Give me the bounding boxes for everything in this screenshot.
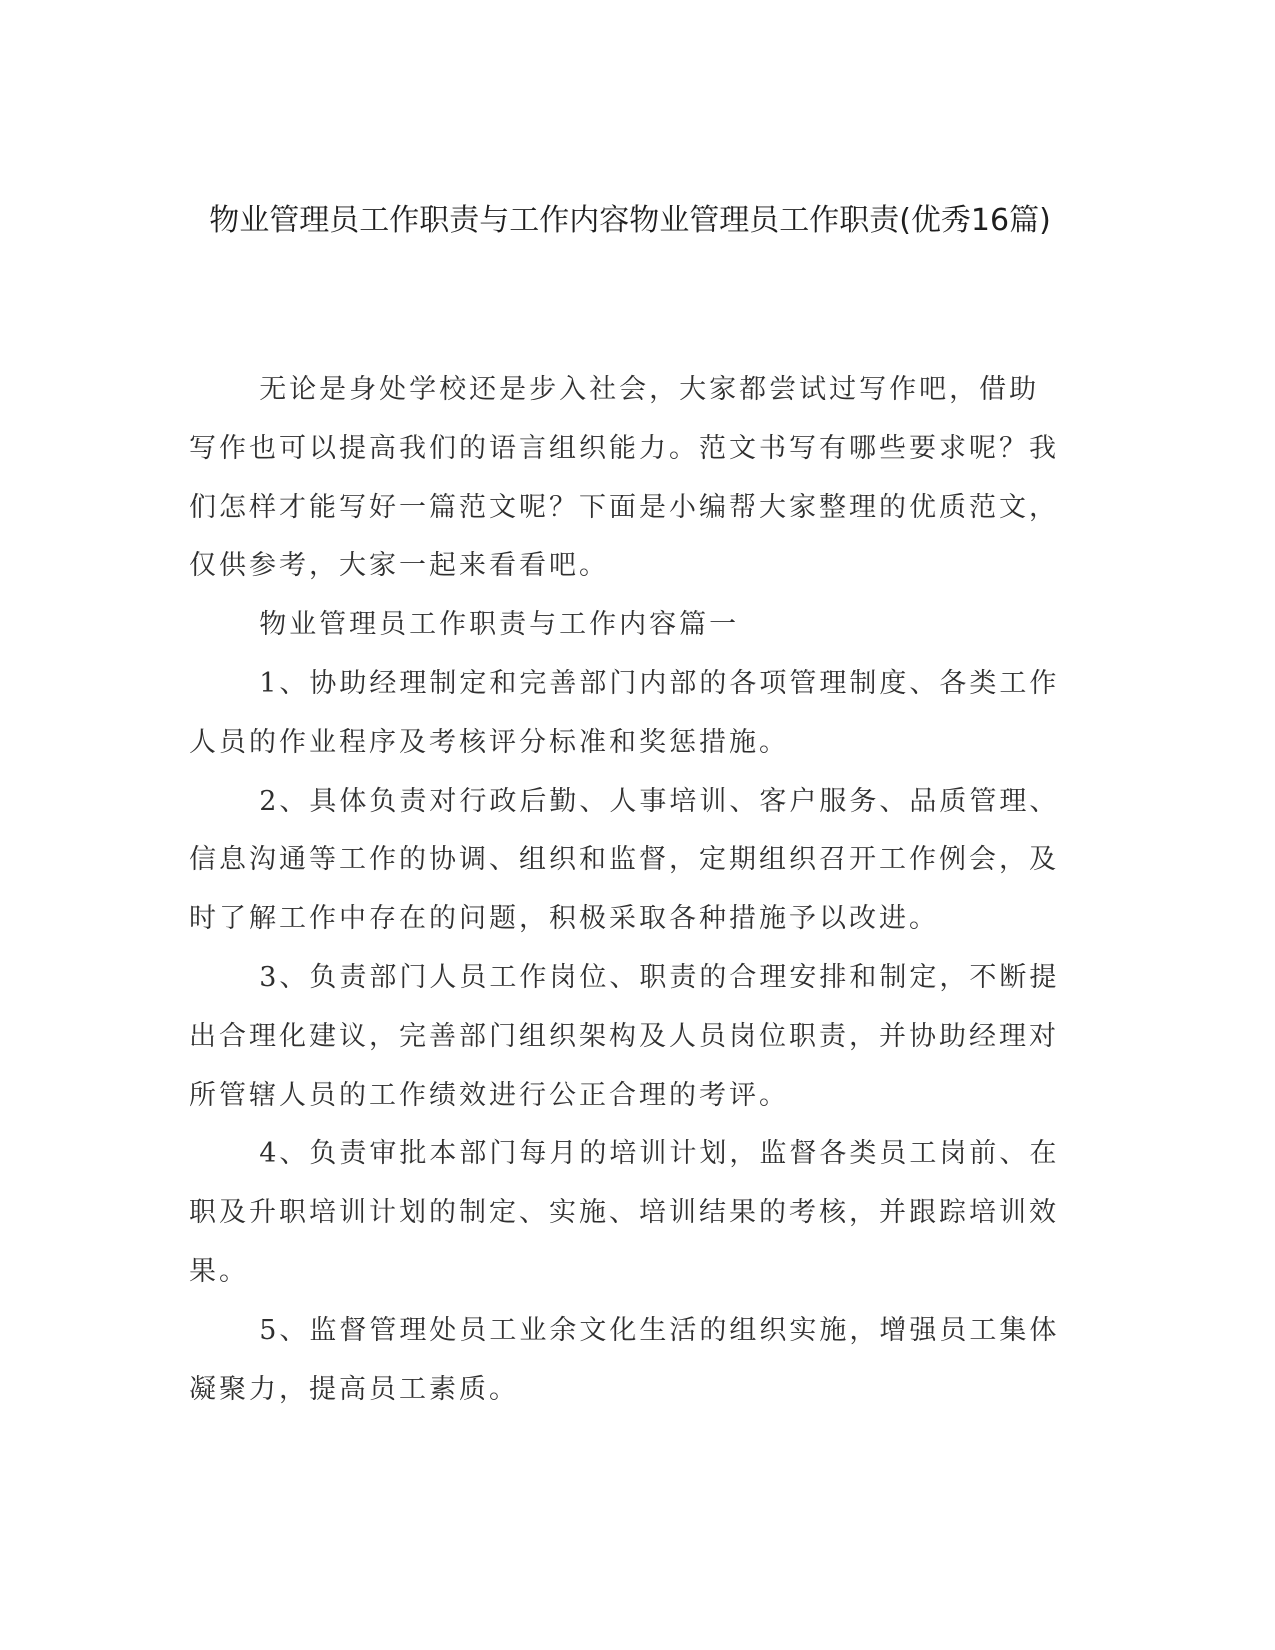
- duty-item-1: 1、协助经理制定和完善部门内部的各项管理制度、各类工作人员的作业程序及考核评分标准和奖惩措施。: [189, 667, 1060, 758]
- section-heading: 物业管理员工作职责与工作内容篇一: [259, 609, 740, 641]
- duty-item-4: 4、负责审批本部门每月的培训计划，监督各类员工岗前、在职及升职培训计划的制定、实施、培训结果的考核，并跟踪培训效果。: [189, 1138, 1060, 1287]
- document-title: 物业管理员工作职责与工作内容物业管理员工作职责(优秀16篇): [209, 203, 1051, 238]
- duty-item-2: 2、具体负责对行政后勤、人事培训、客户服务、品质管理、信息沟通等工作的协调、组织和监督，定期组织召开工作例会，及时了解工作中存在的问题，积极采取各种措施予以改进。: [189, 785, 1060, 935]
- duty-item-5: 5、监督管理处员工业余文化生活的组织实施，增强员工集体凝聚力，提高员工素质。: [189, 1314, 1060, 1405]
- duty-item-3: 3、负责部门人员工作岗位、职责的合理安排和制定，不断提出合理化建议，完善部门组织架构及人员岗位职责，并协助经理对所管辖人员的工作绩效进行公正合理的考评。: [189, 961, 1060, 1111]
- intro-paragraph: 无论是身处学校还是步入社会，大家都尝试过写作吧，借助写作也可以提高我们的语言组织能力。范文书写有哪些要求呢？我们怎样才能写好一篇范文呢？下面是小编帮大家整理的优质范文，仅供参考，大家一起来看看吧。: [189, 374, 1059, 582]
- document-body: [189, 361, 1069, 1419]
